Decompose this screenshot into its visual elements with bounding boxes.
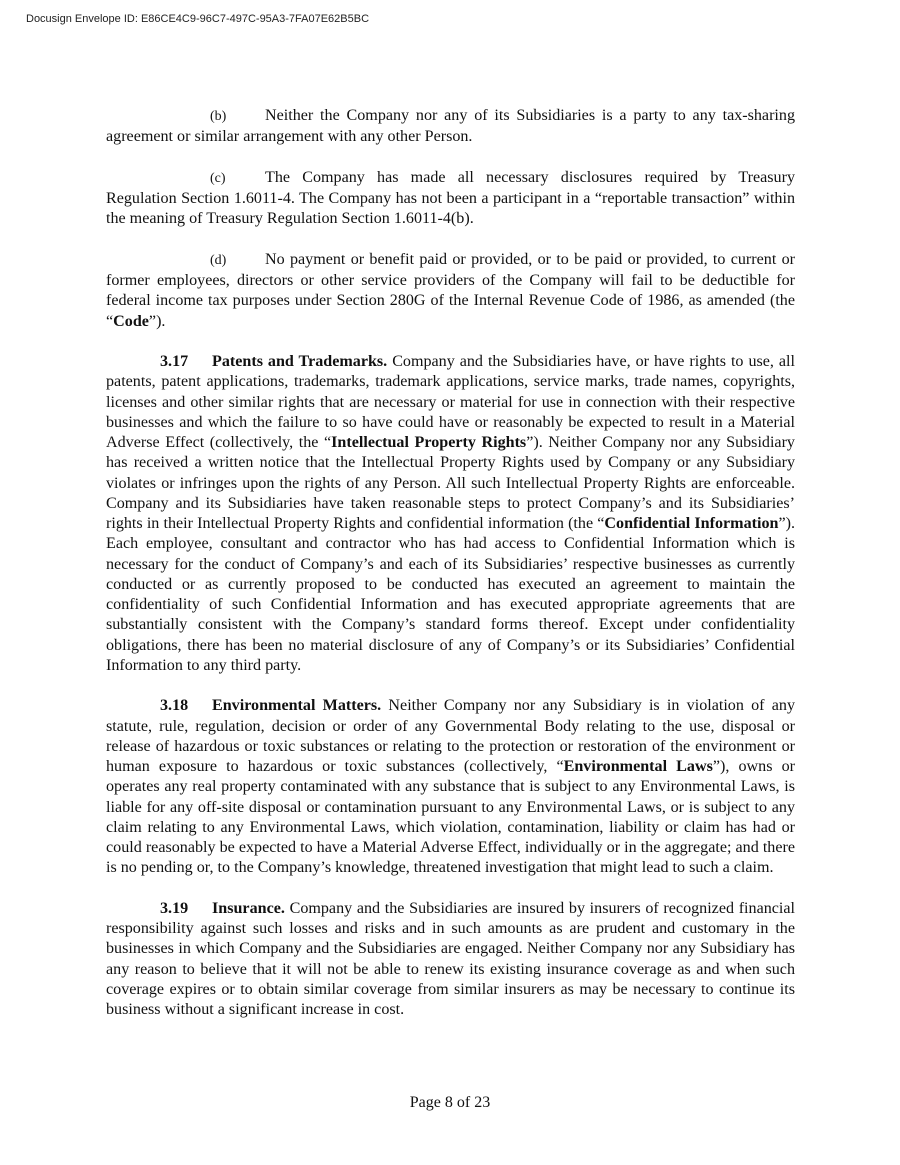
paragraph-text: Company and the Subsidiaries are insured by insurers of recognized financial responsibility against such losses and risks and in such amounts as are prudent and customary in the businesses in which Company and the Subsidiaries are engaged. Neither Company nor any Subsidiary has any reason to believe that it will not be able to renew its existing insurance coverage as and when such coverage expires or to obtain similar coverage from similar insurers as may be necessary to continue its business without a significant increase in cost. — [106, 899, 795, 1018]
paragraph-text: ”), owns or operates any real property contaminated with any substance that is subject to any Environmental Laws, is liable for any off-site disposal or contamination pursuant to any Environmental Laws, or is subject to any claim relating to any Environmental Laws, which violation, contamination, liability or claim has had or could reasonably be expected to have a Material Adverse Effect, individually or in the aggregate; and there is no pending or, to the Company’s knowledge, threatened investigation that might lead to such a claim. — [106, 758, 796, 877]
defined-term: Insurance. — [212, 899, 285, 917]
paragraph-text: ”). — [148, 312, 166, 330]
section-3-18 — [106, 696, 795, 878]
paragraph-text: ”). Neither Company nor any Subsidiary has received a written notice that the Intellectual Property Rights used by Company or any Subsidiary violates or infringes upon the rights of any Person. All such Intellectual Property Rights are enforceable. Company and its Subsidiaries have taken reasonable steps to protect Company’s and its Subsidiaries’ rights in their Intellectual Property Rights and confidential information (the “ — [106, 434, 795, 532]
document-body — [106, 106, 795, 1041]
paragraph-text: Neither the Company nor any of its Subsidiaries is a party to any tax-sharing agreement or similar arrangement with any other Person. — [106, 107, 795, 146]
defined-term: Confidential Information — [604, 515, 779, 532]
subsection-label: (b) — [210, 109, 227, 124]
subsection-label: (c) — [210, 170, 226, 186]
paragraph-text: The Company has made all necessary disclosures required by Treasury Regulation Section 1.6011-4. The Company has not been a participant in a “reportable transaction” within the meaning of Treasury Regulation Section 1.6011-4(b). — [106, 168, 795, 228]
subsection-paragraph — [106, 106, 795, 148]
section-3-19 — [106, 899, 795, 1021]
defined-term: Environmental Matters. — [212, 697, 382, 715]
paragraph-text: ”). Each employee, consultant and contractor who has had access to Confidential Information which is necessary for the conduct of Company’s and each of its Subsidiaries’ respective businesses as currently conducted or as currently proposed to be conducted has executed an agreement to maintain the confidentiality of such Confidential Information and has executed appropriate agreements that are substantially consistent with the Company’s standard forms thereof. Except under confidentiality obligations, there has been no material disclosure of any of Company’s or its Subsidiaries’ Confidential Information to any third party. — [106, 515, 795, 674]
page-number: Page 8 of 23 — [409, 1094, 491, 1111]
paragraph-text: Company and the Subsidiaries have, or have rights to use, all patents, patent applications, trademarks, trademark applications, service marks, trade names, copyrights, licenses and other similar rights that are necessary or material for use in connection with their respective businesses and which the failure to so have could have or reasonably be expected to result in a Material Adverse Effect (collectively, the “ — [106, 353, 795, 451]
section-number: 3.18 — [160, 697, 189, 715]
subsection-paragraph — [106, 168, 795, 230]
defined-term: Code — [113, 312, 149, 330]
defined-term: Environmental Laws — [563, 758, 713, 775]
section-number: 3.17 — [160, 353, 189, 370]
subsection-paragraph — [106, 250, 795, 332]
defined-term: Intellectual Property Rights — [331, 434, 527, 451]
section-number: 3.19 — [160, 899, 189, 917]
docusign-envelope-id: Docusign Envelope ID: E86CE4C9-96C7-497C-95A3-7FA07E62B5BC — [26, 13, 370, 25]
subsection-label: (d) — [210, 252, 227, 268]
paragraph-text: No payment or benefit paid or provided, or to be paid or provided, to current or former employees, directors or other service providers of the Company will fail to be deductible for federal income tax purposes under Section 280G of the Internal Revenue Code of 1986, as amended (the “ — [106, 250, 795, 330]
defined-term: Patents and Trademarks. — [212, 353, 388, 370]
paragraph-text: Neither Company nor any Subsidiary is in violation of any statute, rule, regulation, decision or order of any Governmental Body relating to the use, disposal or release of hazardous or toxic substances or relating to the protection or restoration of the environment or human exposure to hazardous or toxic substances (collectively, “ — [106, 697, 796, 775]
section-3-17 — [106, 352, 795, 676]
